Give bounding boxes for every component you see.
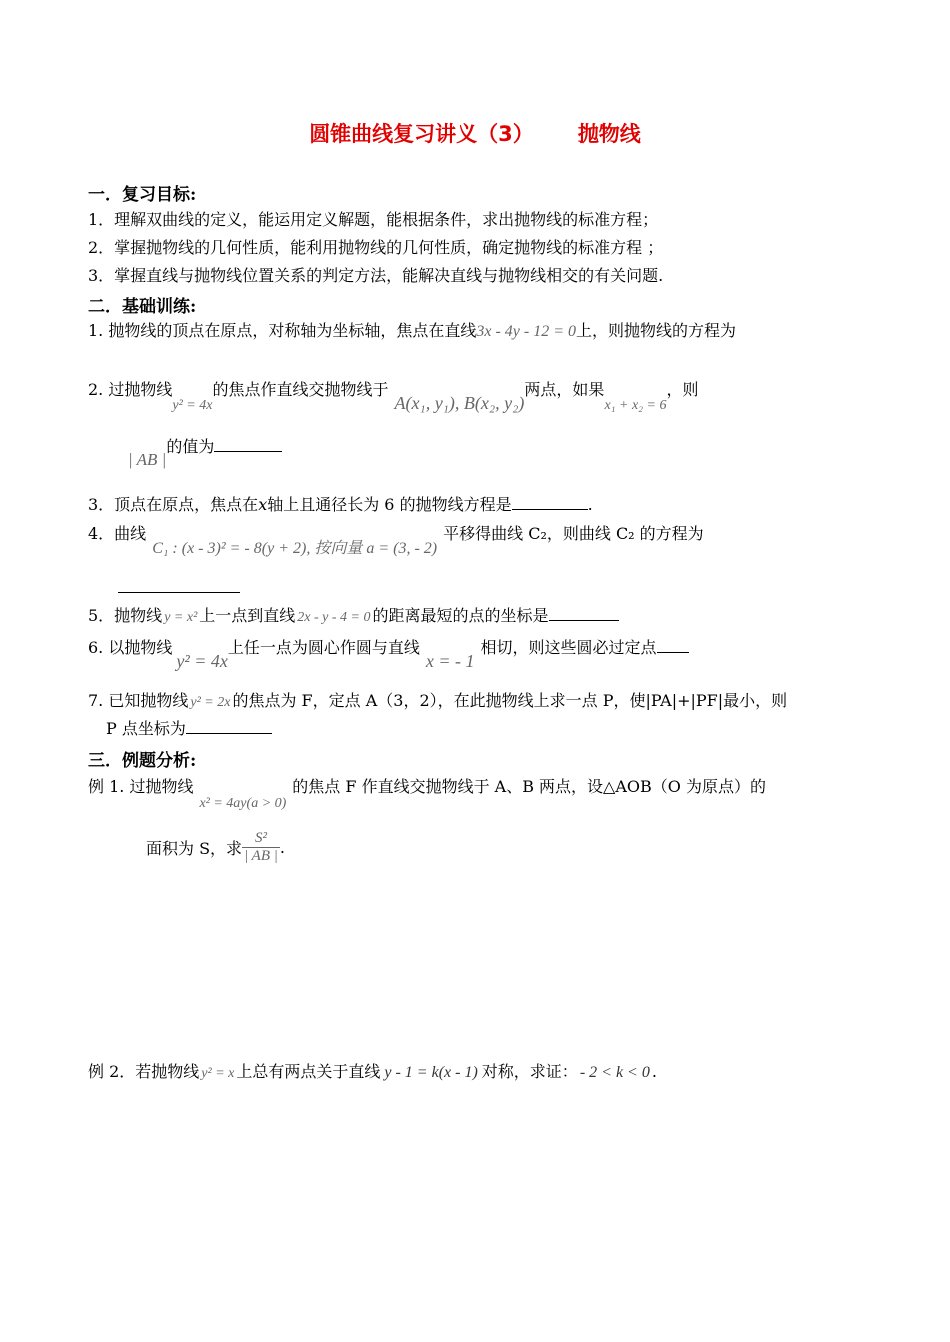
exercise-5 [88,603,619,626]
example-2-math-parabola: y² = x [201,1066,235,1081]
section3-heading: 三．例题分析: [88,751,197,771]
exercise-7-answer-blank [186,717,272,734]
exercise-7-text-post: 的焦点为 F，定点 A（3，2），在此抛物线上求一点 P，使|PA|+|PF|最小，则 [232,691,788,710]
exercise-2-math-points: A(x₁, y₁), B(x₂, y₂) [394,393,525,413]
example-1-text-pre: 例 1. 过抛物线 [88,777,194,796]
exercise-5-text-pre: 5．抛物线 [88,606,163,625]
example-2-math-line: y - 1 = k(x - 1) [384,1064,478,1081]
exercise-2-text-pre: 2. 过抛物线 [88,380,173,399]
exercise-6-math-line: x = - 1 [425,651,475,671]
exercise-7-math: y² = 2x [190,695,231,710]
exercise-4-text-pre: 4．曲线 [88,524,147,543]
exercise-4-text-post: 平移得曲线 C₂，则曲线 C₂ 的方程为 [443,524,704,543]
exercise-4-answer-blank [118,576,240,593]
example-2-math-inequality: - 2 < k < 0 [579,1064,650,1081]
example-1-fraction-denominator: | AB | [244,848,278,864]
section2-heading: 二．基础训练: [88,297,197,317]
exercise-5-math-curve: y = x² [164,610,198,625]
exercise-4-math: C₁ : (x - 3)² = - 8(y + 2), 按向量 a = (3, - 2) [152,540,438,557]
example-1-end: . [279,838,285,857]
exercise-2-math-ab: | AB | [128,450,167,469]
exercise-3-var: x [258,495,268,514]
example-1-text-post: 的焦点 F 作直线交抛物线于 A、B 两点，设△AOB（O 为原点）的 [292,777,766,796]
exercise-5-math-line: 2x - y - 4 = 0 [297,610,371,625]
exercise-3 [88,492,593,515]
exercise-1-text-post: 上，则抛物线的方程为 [576,321,737,340]
exercise-7-text-line2: P 点坐标为 [106,719,186,738]
exercise-3-text-post: 轴上且通径长为 6 的抛物线方程是 [267,495,512,514]
exercise-2-text-post: ，则 [666,380,699,399]
exercise-1-text-pre: 1. 抛物线的顶点在原点，对称轴为坐标轴，焦点在直线 [88,321,477,340]
exercise-3-end: . [587,495,593,514]
exercise-5-text-mid: 上一点到直线 [199,606,296,625]
exercise-2-math-parabola: y² = 4x [172,398,213,413]
exercise-5-answer-blank [549,604,619,621]
objective-item-3: 3．掌握直线与抛物线位置关系的判定方法，能解决直线与抛物线相交的有关问题. [88,266,664,285]
exercise-6-text-mid: 上任一点为圆心作圆与直线 [227,638,420,657]
exercise-3-answer-blank [512,493,588,510]
example-2-text-pre: 例 2．若抛物线 [88,1062,200,1081]
exercise-2-text-mid: 的焦点作直线交抛物线于 [212,380,389,399]
exercise-4 [88,521,704,557]
example-2-end: . [651,1062,657,1081]
example-2-text-mid2: 对称，求证： [481,1062,578,1081]
example-2 [88,1059,657,1082]
example-1-fraction [242,830,280,865]
exercise-6 [88,635,689,671]
section1-heading: 一．复习目标: [88,185,197,205]
exercise-6-math-parabola: y² = 4x [176,651,228,671]
title-main: 圆锥曲线复习讲义（3） [309,122,534,146]
exercise-7 [88,688,787,711]
exercise-7-text-pre: 7. 已知抛物线 [88,691,189,710]
exercise-7-line2 [106,716,272,739]
document-title [0,118,950,148]
example-1-math: x² = 4ay(a > 0) [199,796,287,811]
example-2-text-mid: 上总有两点关于直线 [236,1062,381,1081]
exercise-6-answer-blank [657,636,689,653]
title-topic: 抛物线 [577,122,641,146]
exercise-2-answer-blank [214,435,282,452]
example-1-line2 [146,830,285,865]
exercise-1 [88,318,736,341]
exercise-2-math-sum: x₁ + x₂ = 6 [604,398,667,413]
exercise-5-text-post: 的距离最短的点的坐标是 [372,606,549,625]
exercise-2-text-mid2: 两点，如果 [524,380,605,399]
exercise-1-math: 3x - 4y - 12 = 0 [476,323,577,340]
exercise-3-text-pre: 3．顶点在原点，焦点在 [88,495,259,514]
exercise-2 [88,377,699,413]
example-1-text-line2: 面积为 S，求 [146,839,243,858]
exercise-2-line2 [128,434,282,469]
exercise-6-text-post: 相切，则这些圆必过定点 [480,638,657,657]
exercise-4-line2 [118,576,240,597]
exercise-2-text-post2: 的值为 [166,437,215,456]
example-1 [88,774,766,811]
objective-item-2: 2．掌握抛物线的几何性质，能利用抛物线的几何性质，确定抛物线的标准方程 ； [88,238,664,257]
exercise-6-text-pre: 6. 以抛物线 [88,638,173,657]
example-1-fraction-numerator: S² [242,830,280,848]
objective-item-1: 1．理解双曲线的定义，能运用定义解题，能根据条件，求出抛物线的标准方程； [88,210,659,229]
